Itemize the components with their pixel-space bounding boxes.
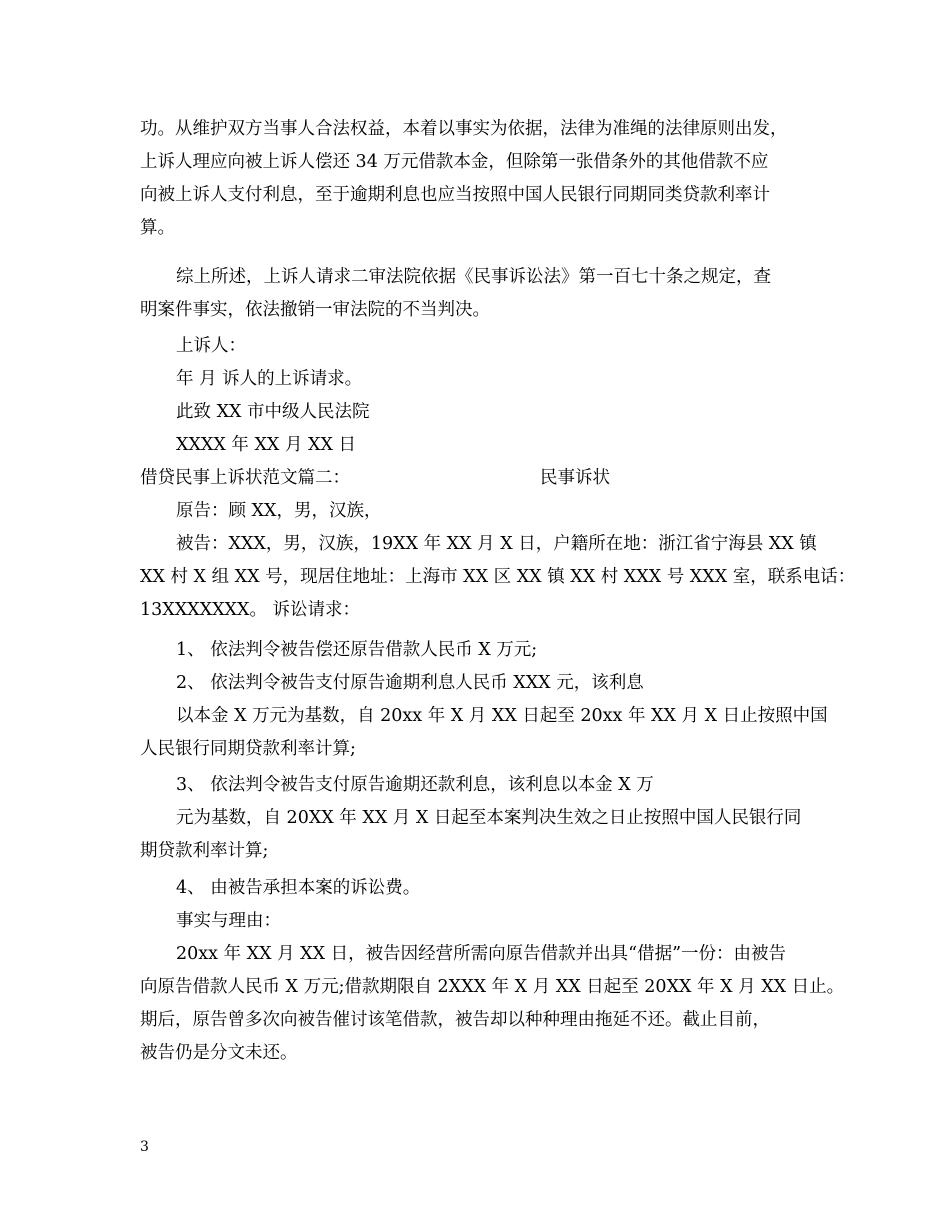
paragraph-line: 上诉人理应向被上诉人偿还 34 万元借款本金，但除第一张借条外的其他借款不应 — [140, 152, 769, 172]
paragraph-line: 人民银行同期贷款利率计算; — [140, 739, 356, 759]
paragraph-line: 向被上诉人支付利息，至于逾期利息也应当按照中国人民银行同期同类贷款利率计 — [140, 185, 770, 205]
section-heading-subtitle: 民事诉状 — [540, 468, 610, 488]
defendant-line: 被告：XXX，男，汉族，19XX 年 XX 月 X 日，户籍所在地：浙江省宁海县 XX 镇 — [176, 534, 817, 554]
page-number: 3 — [140, 1139, 149, 1155]
paragraph-line: 期贷款利率计算; — [140, 841, 269, 861]
paragraph-line: 明案件事实，依法撤销一审法院的不当判决。 — [140, 300, 490, 320]
paragraph-line: 功。从维护双方当事人合法权益，本着以事实为依据，法律为准绳的法律原则出发， — [140, 119, 788, 139]
appellant-signature-label: 上诉人： — [176, 336, 246, 356]
claim-item: 2、 依法判令被告支付原告逾期利息人民币 XXX 元，该利息 — [176, 673, 644, 693]
claim-item: 4、 由被告承担本案的诉讼费。 — [176, 878, 421, 898]
paragraph-line: 被告仍是分文未还。 — [140, 1043, 298, 1063]
section-heading — [140, 467, 840, 489]
paragraph-line: XX 村 X 组 XX 号，现居住地址：上海市 XX 区 XX 镇 XX 村 XXX 号 XXX 室，联系电话： — [140, 567, 856, 587]
section-heading-title: 借贷民事上诉状范文篇二： — [140, 468, 350, 488]
paragraph-line: 综上所述，上诉人请求二审法院依据《民事诉讼法》第一百七十条之规定，查 — [176, 267, 771, 287]
paragraph-line: 20xx 年 XX 月 XX 日，被告因经营所需向原告借款并出具“借据”一份：由被告 — [176, 944, 787, 964]
facts-heading: 事实与理由： — [176, 911, 281, 931]
addressee-line: 此致 XX 市中级人民法院 — [176, 402, 370, 422]
plaintiff-line: 原告：顾 XX，男，汉族， — [176, 501, 382, 521]
paragraph-line: 年 月 诉人的上诉请求。 — [176, 369, 363, 389]
paragraph-line: 以本金 X 万元为基数，自 20xx 年 X 月 XX 日起至 20xx 年 XX 月 X 日止按照中国 — [176, 706, 828, 726]
paragraph-line: 13XXXXXXX。 诉讼请求： — [140, 600, 361, 620]
paragraph-line: 算。 — [140, 218, 175, 238]
date-line: XXXX 年 XX 月 XX 日 — [176, 435, 356, 455]
claim-item: 3、 依法判令被告支付原告逾期还款利息，该利息以本金 X 万 — [176, 775, 654, 795]
paragraph-line: 向原告借款人民币 X 万元;借款期限自 2XXX 年 X 月 XX 日起至 20XX 年 X 月 XX 日止。 — [140, 977, 845, 997]
paragraph-line: 元为基数，自 20XX 年 XX 月 X 日起至本案判决生效之日止按照中国人民银行同 — [176, 808, 802, 828]
paragraph-line: 期后，原告曾多次向被告催讨该笔借款，被告却以种种理由拖延不还。截止目前， — [140, 1010, 770, 1030]
claim-item: 1、 依法判令被告偿还原告借款人民币 X 万元; — [176, 640, 538, 660]
